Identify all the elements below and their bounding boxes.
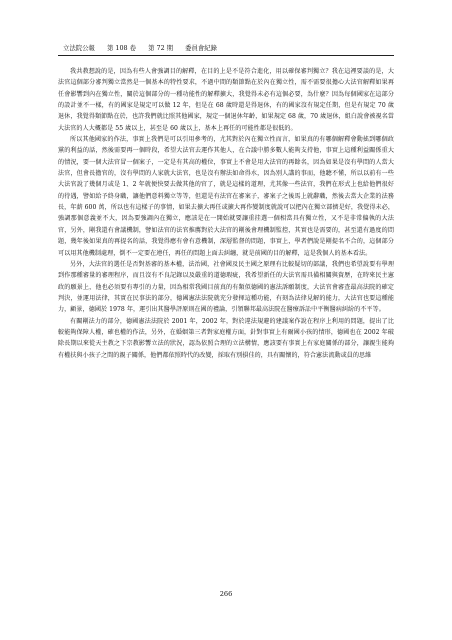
issue-label: 第 72 期 — [148, 44, 174, 52]
document-body — [58, 66, 394, 361]
volume-label: 第 108 卷 — [107, 44, 137, 52]
page-header — [63, 44, 393, 53]
header-divider — [58, 55, 394, 56]
paragraph: 有關剛法力的部分，德國憲法法院於 2001 年，2002 年，對於違法規避的建議案作說在程序上利用的問題，提出了比較能夠保障人權，確也權的作法，另外，在婚姻第三者對家庭權方面，針對事實上有爾國小孩的情形，德國也在 2002 年破除長期以來從天主教之下宗教影響立法的狀況，認為依照合理的立法構情，應該要有事實上有家庭關係的部分，讓親生能夠有權扶與小孩子之間的親子關係，他們都依照時代的改變，採取有別損佳的，具有關懷的，符合憲法流動或員的思維 — [58, 317, 394, 359]
section-label: 委員會紀錄 — [185, 44, 218, 52]
paragraph: 另外，大法官的選任是否對基審的基本權，法治國，社會國及民主國之原理有比較疑切的部議，我們也希望說要有學理到作那種審量的審理程序，而且沒有不良記錄以及嚴重的道德瑕疵，我希望新任的大法官需具備相關與資歷，在時來民主憲政的願景上，他也必須要有專引的力量，因為相常我國目前真的有類似德國的憲法訴願制度，大法官會審查最高法院的確定判決，並運用法律，其實在民事法的部分，德國憲法法院就充分發揮這種功能，有刻為法律見解的能力，大法官也要這種能力，顧景，德國於 1978 年，運引出其醫學評原則在國的禮論，引領聯邦最高法院在醫療訴訟中平衡醫病糾紛的不平等。 — [58, 260, 394, 314]
paragraph: 我共教想說的是，因為有些人會強調目的解釋，在目的上是不是符合進化，用以確保審判獨立？我在這裡要談的是，大法官這個部分審判獨立當然是一個基本的特性要求，不過中間的類節點在於內在獨立性，需不需要很擔心大法官解釋如果再任會影響到內在獨立性，關於這個部分的一種功能性的解釋擴大，我覺得未必有這個必要，為什麼？因為每個國家在這部分的設計並不一樣，有的國家是規定可以做 12 年，但是在 68 歲時還是得退休，有的國家沒有規定任期，但是有規定 70 歲退休，我覺得類節點在於，也許我們就比照其他國家，規定一個退休年齡，如果規定 68 歲，70 歲退休，組白說會被視名當大法官的人大概都是 55 歲以上，甚至是 60 歲以上，基本上再任的可能性都是很低的。 — [58, 68, 394, 132]
paragraph: 所以其他國家的作法，事實上我們是可以引用參考的，尤其對於內在獨立性而言，如果真的有哪個解釋會動搖到哪個政黨的利益的話，然後需要再一個時段，希望大法官去運作其他人，在合議中勝多數人能夠支持他，事實上這種利益關係重大的情況，要一個大法官冒一個案子，一定是有其高的權位，事實上不會是用大法官的再餘名，因為如果是沒有學問的人當大法官，但會長擔官的，沒有學問的人家就大法官，也是沒有辦法如命得水，因為別人講的事而，他聽不懂，所以以前有一些大法官說了幾個月或是 1、2 年就便快要去做其他的官了，就是這樣的道理，尤其像一些法官，我們在形式上也給他們很好的待遇，譬如給予終身職，讓他們意料獨立等等，但還是有法官在審案子，審案子之後馬上就辭職，然後去當大企業的法務長，年薪 600 萬，所以也有這樣子的事情，如果去擴大再任或擴大再作變制度就說可以把內在獨立部擠是好，我覺得未必，強調那個意義並不大，因為要強調內在獨立，應該是在一開始就要讓重挂選一個相當具有獨立性，又不是非常偏執的大法官，另外，剛我還有會議機制，譬如法官的法官推薦對於大法官的剛後會理機制監控，其實也是需要的，甚至還有過度的問題，幾年後如果真的再提名的話，我覺得應有會有意機制，深層監督的問題，事實上，學者們說是剛提名不合的，這個部分可以用其他機制處理，倒不一定要在連任，再任的問題上面去糾纏，就是前國的目的解釋，這是我個人的基本看法。 — [58, 136, 394, 257]
gazette-title: 立法院公報 — [63, 44, 95, 52]
page-number: 266 — [219, 590, 233, 598]
